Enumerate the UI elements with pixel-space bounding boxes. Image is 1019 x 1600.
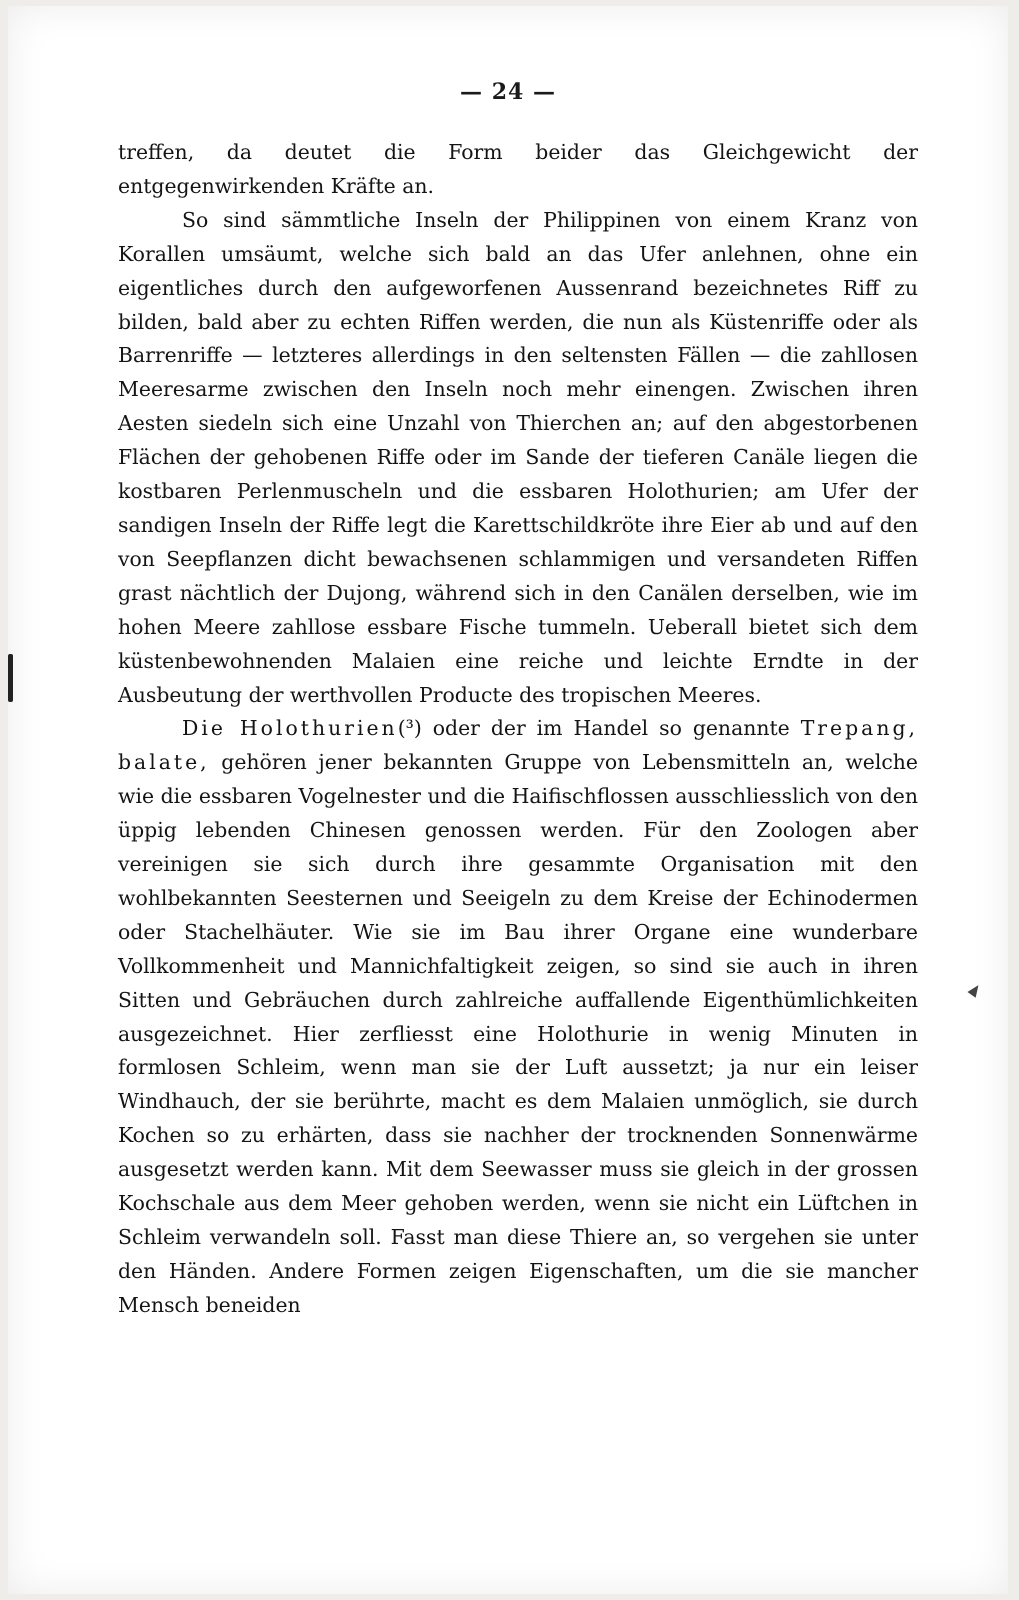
paragraph-3-body: gehören jener bekannten Gruppe von Lebensmitteln an, welche wie die essbaren Vogelnester und die Haifischflossen ausschliesslich von den üppig lebenden Chinesen genossen werden. Für den Zoologen aber vereinigen sie sich durch ihre gesammte Organisation mit den wohlbekannten Seesternen und Seeigeln zu dem Kreise der Echinodermen oder Stachelhäuter. Wie sie im Bau ihrer Organe eine wunderbare Vollkommenheit und Mannichfaltigkeit zeigen, so sind sie auch in ihren Sitten und Gebräuchen durch zahlreiche auffallende Eigenthümlichkeiten ausgezeichnet. Hier zerfliesst eine Holothurie in wenig Minuten in formlosen Schleim, wenn man sie der Luft aussetzt; ja nur ein leiser Windhauch, der sie berührte, macht es dem Malaien unmöglich, sie durch Kochen so zu erhärten, dass sie nachher der trocknenden Sonnenwärme ausgesetzt werden kann. Mit dem Seewasser muss sie gleich in der grossen Kochschale aus dem Meer gehoben werden, wenn sie nicht ein Lüftchen in Schleim verwandeln soll. Fasst man diese Thiere an, so vergehen sie unter den Händen. Andere Formen zeigen Eigenschaften, um die sie mancher Mensch beneiden: [118, 750, 918, 1317]
margin-mark-left: [8, 654, 13, 702]
term-holothurien: Die Holothurien: [182, 716, 398, 741]
footnote-ref: (³): [397, 716, 422, 741]
term-trepang-balate: Trepang, balate,: [118, 716, 918, 775]
paragraph-3-connector: oder der im Handel so genannte: [421, 716, 801, 741]
paragraph-3: [118, 712, 918, 1322]
paragraph-1: treffen, da deutet die Form beider das Gleichgewicht der entgegenwirkenden Kräfte an.: [118, 140, 918, 198]
page-number: — 24 —: [460, 79, 556, 105]
body-text: [118, 136, 918, 1323]
document-page: [8, 6, 1008, 1594]
paragraph-2: So sind sämmtliche Inseln der Philippinen von einem Kranz von Korallen umsäumt, welche sich bald an das Ufer anlehnen, ohne ein eigentliches durch den aufgeworfenen Aussenrand bezeichnetes Riff zu bilden, bald aber zu echten Riffen werden, die nun als Küstenriffe oder als Barrenriffe — letzteres allerdings in den seltensten Fällen — die zahllosen Meeresarme zwischen den Inseln noch mehr einengen. Zwischen ihren Aesten siedeln sich eine Unzahl von Thierchen an; auf den abgestorbenen Flächen der gehobenen Riffe oder im Sande der tieferen Canäle liegen die kostbaren Perlenmuscheln und die essbaren Holothurien; am Ufer der sandigen Inseln der Riffe legt die Karettschildkröte ihre Eier ab und auf den von Seepflanzen dicht bewachsenen schlammigen und versandeten Riffen grast nächtlich der Dujong, während sich in den Canälen derselben, wie im hohen Meere zahllose essbare Fische tummeln. Ueberall bietet sich dem küstenbewohnenden Malaien eine reiche und leichte Erndte in der Ausbeutung der werthvollen Producte des tropischen Meeres.: [118, 207, 918, 707]
margin-mark-right: [967, 982, 982, 998]
